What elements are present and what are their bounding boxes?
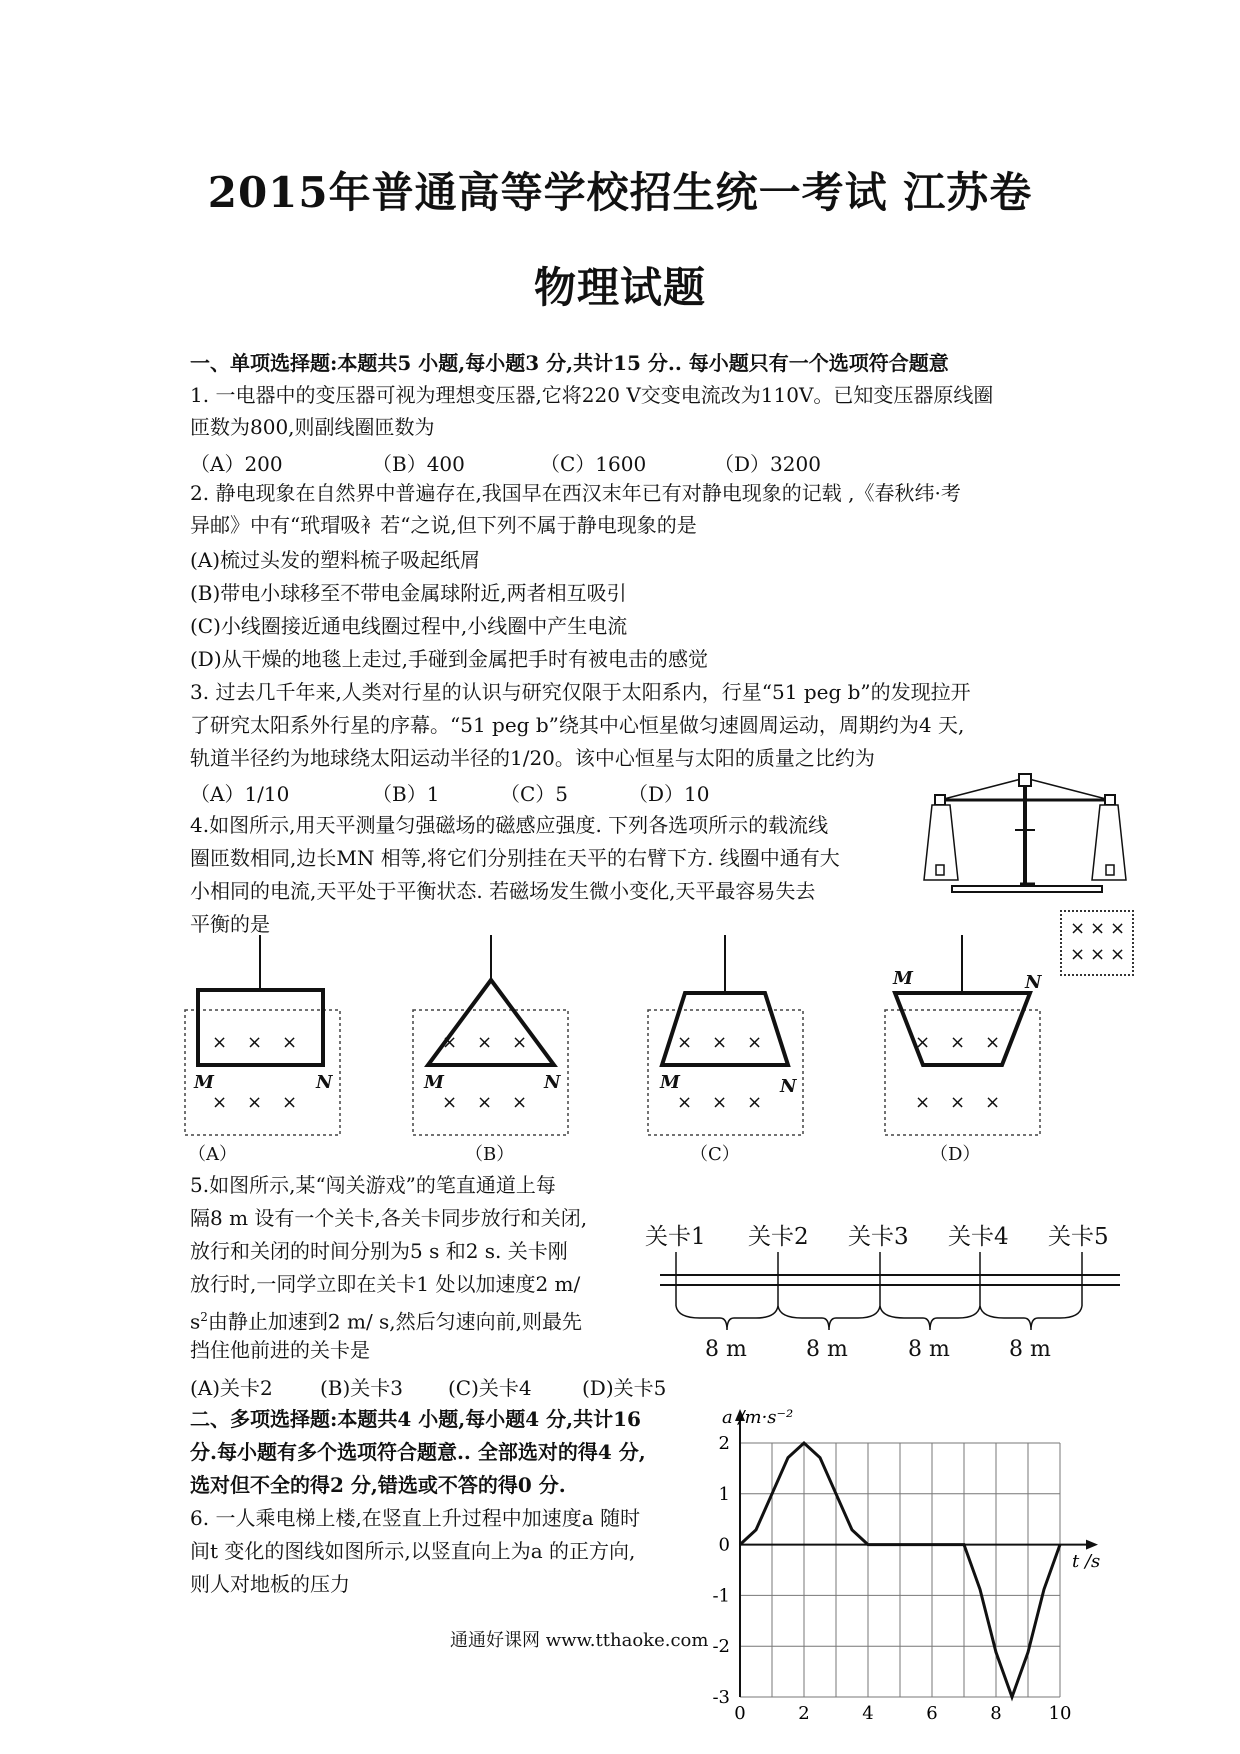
coil-label-b: （B） <box>465 1144 515 1165</box>
q3-line1: 3. 过去几千年来,人类对行星的认识与研究仅限于太阳系内，行星“51 peg b”的发现拉开 <box>190 680 971 704</box>
q6-line3: 则人对地板的压力 <box>190 1572 350 1596</box>
coil-label-a: （A） <box>188 1144 237 1165</box>
q4-line4: 平衡的是 <box>190 912 270 936</box>
field-cross: × <box>712 1092 728 1113</box>
field-cross: × <box>247 1092 263 1113</box>
section1-heading: 一、单项选择题:本题共5 小题,每小题3 分,共计15 分.. 每小题只有一个选项符合题意 <box>190 351 949 375</box>
chart-axes <box>735 1409 1101 1697</box>
label-n: N <box>544 1072 561 1093</box>
q5-line6: 挡住他前进的关卡是 <box>190 1338 370 1362</box>
field-cross: × <box>477 1032 493 1053</box>
gap-label: 8 m <box>908 1337 950 1362</box>
field-cross: × <box>442 1092 458 1113</box>
field-cross: × <box>915 1092 931 1113</box>
q1-line1: 1. 一电器中的变压器可视为理想变压器,它将220 V交变电流改为110V。已知变压器原线圈 <box>190 383 994 407</box>
q4-line3: 小相同的电流,天平处于平衡状态. 若磁场发生微小变化,天平最容易失去 <box>190 879 816 903</box>
x-tick-label: 10 <box>1048 1703 1072 1724</box>
x-tick-label: 0 <box>734 1703 746 1724</box>
page-title: 2015年普通高等学校招生统一考试 江苏卷 <box>207 168 1033 217</box>
balance-diagram <box>920 770 1140 900</box>
q2-option-b: (B)带电小球移至不带电金属球附近,两者相互吸引 <box>190 581 627 605</box>
y-tick-label: 0 <box>718 1534 730 1556</box>
field-box: × × × × × × <box>1060 910 1134 976</box>
field-cross: × <box>212 1092 228 1113</box>
q5-line1: 5.如图所示,某“闯关游戏”的笔直通道上每 <box>190 1173 556 1197</box>
field-cross: × <box>950 1092 966 1113</box>
field-cross: × <box>442 1032 458 1053</box>
gate-label-4: 关卡4 <box>948 1224 1009 1250</box>
label-n: N <box>1025 972 1042 993</box>
q6-line1: 6. 一人乘电梯上楼,在竖直上升过程中加速度a 随时 <box>190 1506 641 1530</box>
field-cross: × <box>985 1092 1001 1113</box>
label-n: N <box>316 1072 333 1093</box>
field-cross: × <box>247 1032 263 1053</box>
acceleration-chart <box>700 1405 1140 1725</box>
footer: 通通好课网 www.tthaoke.com <box>450 1630 709 1651</box>
field-cross: × <box>985 1032 1001 1053</box>
y-tick-label: -2 <box>712 1636 730 1658</box>
y-tick-label: -1 <box>712 1585 730 1607</box>
y-axis-label: a /m·s⁻² <box>722 1407 794 1428</box>
x-tick-label: 6 <box>926 1703 938 1724</box>
section2-line2: 分.每小题有多个选项符合题意.. 全部选对的得4 分, <box>190 1440 646 1464</box>
q1-option-b: （B）400 <box>372 452 465 476</box>
field-cross: × <box>477 1092 493 1113</box>
gate-label-2: 关卡2 <box>748 1224 809 1250</box>
field-cross: × <box>282 1092 298 1113</box>
q5-line2: 隔8 m 设有一个关卡,各关卡同步放行和关闭, <box>190 1206 588 1230</box>
q2-option-a: (A)梳过头发的塑料梳子吸起纸屑 <box>190 548 481 572</box>
q5-line5: $s^2$由静止加速到2 m/ s,然后匀速向前,则最先 <box>190 1309 583 1334</box>
q4-line1: 4.如图所示,用天平测量匀强磁场的磁感应强度. 下列各选项所示的载流线 <box>190 813 829 837</box>
q6-line2: 间t 变化的图线如图所示,以竖直向上为a 的正方向, <box>190 1539 636 1563</box>
q3-option-b: （B）1 <box>372 782 440 806</box>
field-cross: × <box>915 1032 931 1053</box>
q5-option-b: (B)关卡3 <box>320 1376 404 1400</box>
field-cross: × <box>747 1092 763 1113</box>
q4-line2: 圈匝数相同,边长MN 相等,将它们分别挂在天平的右臂下方. 线圈中通有大 <box>190 846 840 870</box>
y-tick-label: 2 <box>718 1433 730 1454</box>
q2-option-c: (C)小线圈接近通电线圈过程中,小线圈中产生电流 <box>190 614 628 638</box>
gap-label: 8 m <box>1009 1337 1051 1362</box>
q3-line2: 了研究太阳系外行星的序幕。“51 peg b”绕其中心恒星做匀速圆周运动，周期约为4 天, <box>190 713 965 737</box>
gate-label-1: 关卡1 <box>645 1224 706 1250</box>
gate-label-5: 关卡5 <box>1048 1224 1109 1250</box>
gap-label: 8 m <box>806 1337 848 1362</box>
page-subtitle: 物理试题 <box>533 263 706 312</box>
q3-option-a: （A）1/10 <box>190 782 290 806</box>
field-cross: × <box>212 1032 228 1053</box>
q3-option-d: （D）10 <box>628 782 710 806</box>
section2-line3: 选对但不全的得2 分,错选或不答的得0 分. <box>190 1473 566 1497</box>
q5-option-a: (A)关卡2 <box>190 1376 273 1400</box>
label-m: M <box>424 1072 444 1093</box>
gap-label: 8 m <box>705 1337 747 1362</box>
q3-option-c: （C）5 <box>500 782 569 806</box>
q1-line2: 匝数为800,则副线圈匝数为 <box>190 415 435 439</box>
q5-option-c: (C)关卡4 <box>448 1376 532 1400</box>
q1-option-d: （D）3200 <box>714 452 821 476</box>
q5-line3: 放行和关闭的时间分别为5 s 和2 s. 关卡刚 <box>190 1239 568 1263</box>
q1-option-c: （C）1600 <box>540 452 647 476</box>
field-cross: × <box>950 1032 966 1053</box>
section2-line1: 二、多项选择题:本题共4 小题,每小题4 分,共计16 <box>190 1407 641 1431</box>
x-tick-label: 4 <box>862 1703 874 1724</box>
y-tick-label: 1 <box>718 1483 730 1505</box>
label-m: M <box>893 968 913 989</box>
field-cross: × <box>512 1092 528 1113</box>
x-axis-label: t /s <box>1072 1551 1101 1572</box>
chart-grid <box>740 1443 1060 1697</box>
x-tick-label: 2 <box>798 1703 810 1724</box>
y-tick-label: -3 <box>712 1687 730 1708</box>
label-m: M <box>660 1072 680 1093</box>
coil-label-c: （C） <box>690 1144 740 1165</box>
coil-label-d: （D） <box>930 1144 981 1165</box>
field-cross: × <box>747 1032 763 1053</box>
field-cross: × <box>677 1032 693 1053</box>
q5-option-d: (D)关卡5 <box>582 1376 667 1400</box>
q5-line4: 放行时,一同学立即在关卡1 处以加速度2 m/ <box>190 1272 581 1296</box>
q1-option-a: （A）200 <box>190 452 283 476</box>
field-cross: × <box>282 1032 298 1053</box>
coil-diagrams <box>180 935 1160 1155</box>
x-tick-label: 8 <box>990 1703 1002 1724</box>
label-n: N <box>780 1076 797 1097</box>
x-axis-arrow <box>1086 1540 1098 1550</box>
q2-option-d: (D)从干燥的地毯上走过,手碰到金属把手时有被电击的感觉 <box>190 647 708 671</box>
q2-line2: 异邮》中有“玳瑁吸衤若“之说,但下列不属于静电现象的是 <box>190 513 697 537</box>
q3-line3: 轨道半径约为地球绕太阳运动半径的1/20。该中心恒星与太阳的质量之比约为 <box>190 746 875 770</box>
field-cross: × <box>512 1032 528 1053</box>
gate-label-3: 关卡3 <box>848 1224 909 1250</box>
field-cross: × <box>712 1032 728 1053</box>
label-m: M <box>194 1072 214 1093</box>
field-cross: × <box>677 1092 693 1113</box>
q2-line1: 2. 静电现象在自然界中普遍存在,我国早在西汉末年已有对静电现象的记载 ,《春秋纬·考 <box>190 481 961 505</box>
